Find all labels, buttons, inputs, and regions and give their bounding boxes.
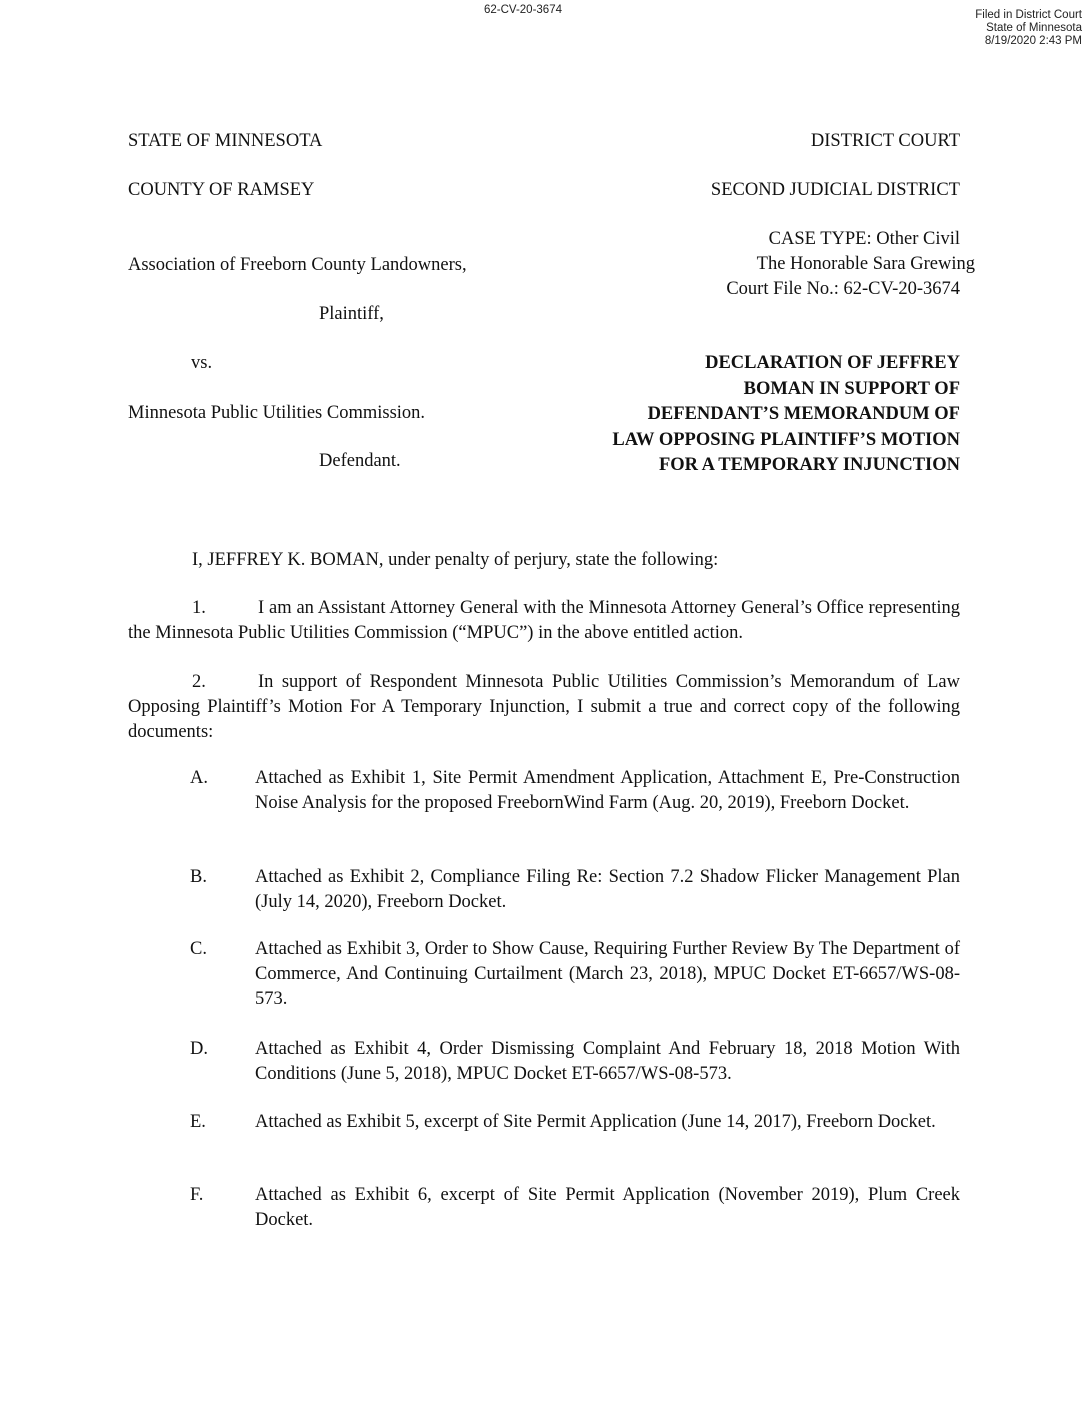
plaintiff-name: Association of Freeborn County Landowners, (128, 255, 467, 275)
caption-district: SECOND JUDICIAL DISTRICT (710, 180, 960, 200)
exhibit-letter: F. (190, 1185, 204, 1205)
exhibit-item-c (190, 937, 960, 1012)
caption-court-file: Court File No.: 62-CV-20-3674 (726, 279, 960, 299)
defendant-label: Defendant. (319, 451, 401, 471)
defendant-name: Minnesota Public Utilities Commission. (128, 403, 426, 423)
title-line: LAW OPPOSING PLAINTIFF’S MOTION (612, 429, 960, 450)
filed-stamp (975, 9, 1082, 48)
title-line: FOR A TEMPORARY INJUNCTION (658, 455, 960, 475)
exhibit-item-e (190, 1110, 960, 1135)
exhibit-letter: B. (190, 867, 207, 887)
paragraph-text: In support of Respondent Minnesota Public Utilities Commission’s Memorandum of Law Opposing Plaintiff’s Motion For A Temporary Injunction, I submit a true and correct copy of the following documents: (128, 672, 960, 742)
exhibit-item-a (190, 766, 960, 816)
title-line: BOMAN IN SUPPORT OF (743, 378, 960, 399)
caption-county: COUNTY OF RAMSEY (128, 180, 315, 200)
exhibit-item-b (190, 865, 960, 915)
intro-statement: I, JEFFREY K. BOMAN, under penalty of perjury, state the following: (192, 550, 719, 570)
exhibit-letter: D. (190, 1039, 208, 1059)
paragraph-2 (128, 670, 960, 745)
vs-label: vs. (191, 353, 213, 373)
filed-stamp-line: State of Minnesota (986, 22, 1082, 34)
caption-state: STATE OF MINNESOTA (128, 131, 323, 151)
caption-judge: The Honorable Sara Grewing (756, 254, 975, 274)
exhibit-text: Attached as Exhibit 2, Compliance Filing Re: Section 7.2 Shadow Flicker Management Plan (July 14, 2020), Freeborn Docket. (255, 867, 960, 912)
title-line: DEFENDANT’S MEMORANDUM OF (647, 404, 960, 424)
exhibit-text: Attached as Exhibit 4, Order Dismissing Complaint And February 18, 2018 Motion With Conditions (June 5, 2018), MPUC Docket ET-6657/WS-08-573. (255, 1039, 960, 1084)
filed-stamp-line: Filed in District Court (975, 9, 1082, 21)
exhibit-text: Attached as Exhibit 6, excerpt of Site Permit Application (November 2019), Plum Creek Docket. (255, 1185, 960, 1230)
paragraph-number: 1. (192, 598, 206, 618)
paragraph-number: 2. (192, 672, 206, 692)
filed-stamp-line: 8/19/2020 2:43 PM (984, 35, 1082, 47)
document-title (520, 351, 960, 479)
paragraph-text: I am an Assistant Attorney General with the Minnesota Attorney General’s Office representing the Minnesota Public Utilities Commission (“MPUC”) in the above entitled action. (128, 598, 960, 643)
caption-court: DISTRICT COURT (810, 131, 960, 151)
exhibit-letter: E. (190, 1112, 206, 1132)
exhibit-item-f (190, 1183, 960, 1233)
header-case-number: 62-CV-20-3674 (484, 4, 562, 16)
plaintiff-label: Plaintiff, (319, 304, 384, 324)
exhibit-item-d (190, 1037, 960, 1087)
exhibit-text: Attached as Exhibit 3, Order to Show Cause, Requiring Further Review By The Department of Commerce, And Continuing Curtailment (March 23, 2018), MPUC Docket ET-6657/WS-08-573. (255, 939, 960, 1009)
exhibit-letter: A. (190, 768, 208, 788)
caption-case-type: CASE TYPE: Other Civil (768, 229, 960, 249)
paragraph-1 (128, 596, 960, 646)
exhibit-text: Attached as Exhibit 1, Site Permit Amendment Application, Attachment E, Pre-Construction Noise Analysis for the proposed FreebornWind Farm (Aug. 20, 2019), Freeborn Docket. (255, 768, 960, 813)
exhibit-text: Attached as Exhibit 5, excerpt of Site Permit Application (June 14, 2017), Freeborn Docket. (255, 1112, 936, 1132)
exhibit-letter: C. (190, 939, 207, 959)
title-line: DECLARATION OF JEFFREY (705, 353, 960, 373)
